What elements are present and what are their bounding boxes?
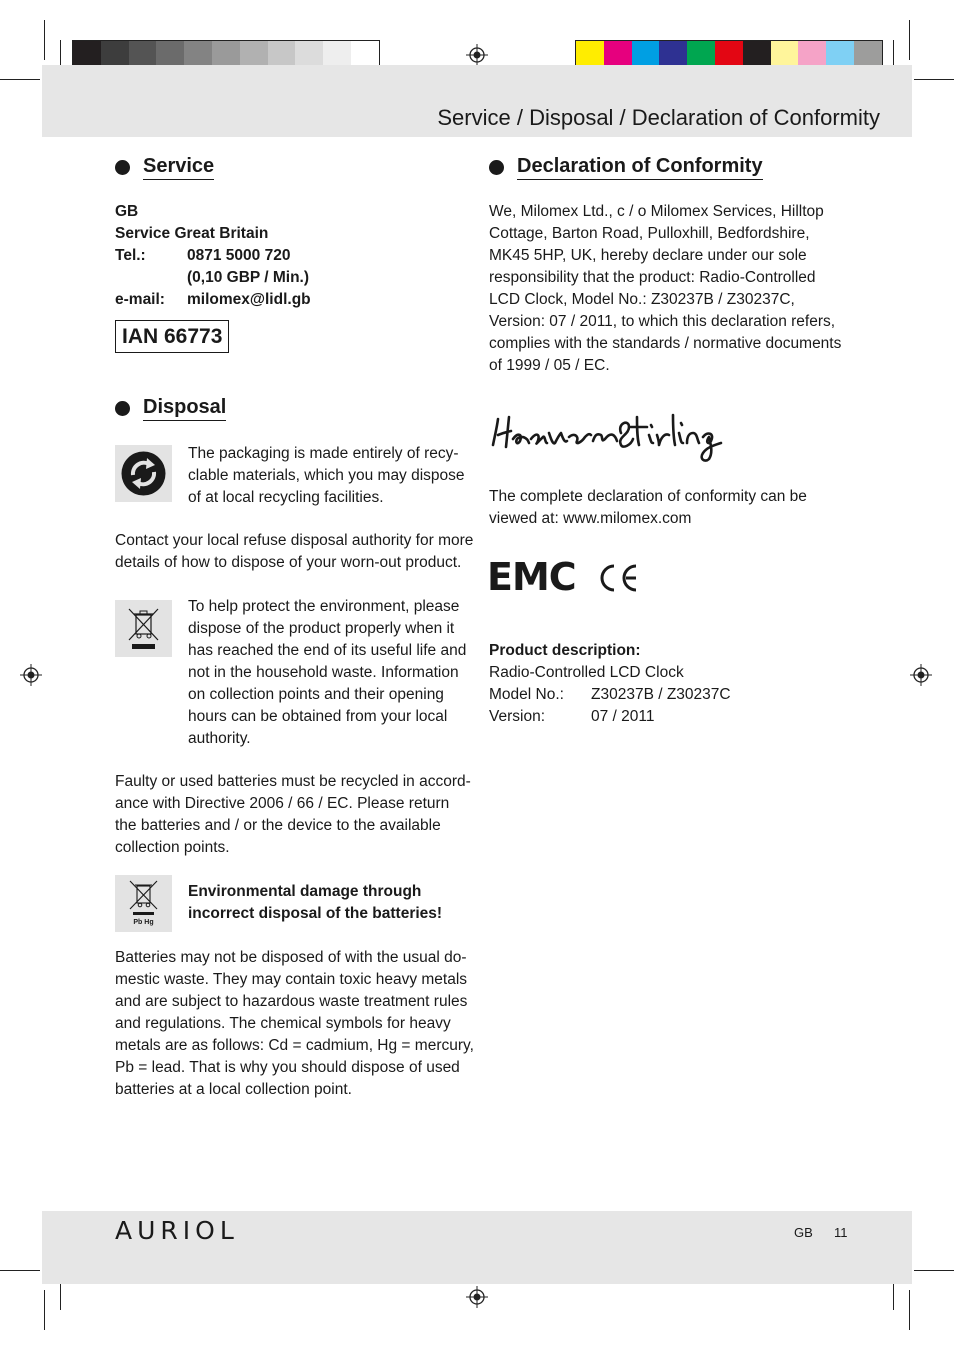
text-line: To help protect the environment, please — [188, 598, 460, 615]
text-line: Environmental damage through — [188, 883, 422, 900]
brand-logo: AURIOL — [115, 1216, 239, 1245]
version-value: 07 / 2011 — [591, 708, 655, 725]
text-line: Version: 07 / 2011, to which this declaration refers, — [489, 313, 836, 330]
product-desc-label: Product description: — [489, 642, 641, 659]
text-line: dispose of the product properly when it — [188, 620, 455, 637]
text-line: ance with Directive 2006 / 66 / EC. Please return — [115, 795, 450, 812]
text-line: viewed at: www.milomex.com — [489, 510, 692, 527]
text-line: the batteries and / or the device to the available — [115, 817, 441, 834]
text-line: The complete declaration of conformity can be — [489, 488, 807, 505]
text-line: of 1999 / 05 / EC. — [489, 357, 610, 374]
disposal-heading: Disposal — [115, 396, 226, 421]
disposal-batteries-text — [115, 771, 475, 859]
model-value: Z30237B / Z30237C — [591, 686, 731, 703]
service-heading: Service — [115, 155, 214, 180]
text-line: not in the household waste. Information — [188, 664, 459, 681]
disposal-environment-text — [188, 596, 478, 750]
text-line: clable materials, which you may dispose — [188, 467, 465, 484]
declaration-web-text — [489, 486, 849, 530]
text-line: complies with the standards / normative documents — [489, 335, 842, 352]
recycling-icon — [115, 445, 172, 502]
registration-mark-icon — [910, 664, 932, 686]
registration-mark-icon — [466, 1286, 488, 1308]
tel-number: 0871 5000 720 — [187, 247, 291, 264]
email-label: e-mail: — [115, 291, 165, 308]
text-line: incorrect disposal of the batteries! — [188, 905, 443, 922]
tel-rate: (0,10 GBP / Min.) — [187, 269, 310, 286]
product-description — [489, 640, 849, 728]
text-line: metals are as follows: Cd = cadmium, Hg = mercury, — [115, 1037, 474, 1054]
tel-label: Tel.: — [115, 247, 146, 264]
battery-warning-text — [188, 881, 478, 925]
text-line: batteries at a local collection point. — [115, 1081, 352, 1098]
bullet-icon — [115, 401, 130, 416]
text-line: and regulations. The chemical symbols for heavy — [115, 1015, 451, 1032]
disposal-packaging-text — [188, 443, 478, 509]
version-label: Version: — [489, 708, 546, 725]
declaration-text — [489, 201, 849, 377]
signature-image — [489, 405, 749, 467]
battery-icon-label: Pb Hg — [133, 919, 154, 926]
disposal-heavy-metals-text — [115, 947, 475, 1101]
footer-lang: GB — [794, 1225, 813, 1240]
bullet-icon — [489, 160, 504, 175]
battery-bin-icon — [115, 875, 172, 932]
disposal-contact-text — [115, 530, 475, 574]
text-line: LCD Clock, Model No.: Z30237B / Z30237C, — [489, 291, 795, 308]
text-line: has reached the end of its useful life and — [188, 642, 467, 659]
text-line: on collection points and their opening — [188, 686, 444, 703]
text-line: responsibility that the product: Radio-Controlled — [489, 269, 816, 286]
text-line: and are subject to hazardous waste treatment rules — [115, 993, 468, 1010]
text-line: details of how to dispose of your worn-out product. — [115, 554, 462, 571]
text-line: hours can be obtained from your local — [188, 708, 448, 725]
text-line: We, Milomex Ltd., c / o Milomex Services, Hilltop — [489, 203, 824, 220]
text-line: of at local recycling facilities. — [188, 489, 384, 506]
crossed-out-bin-icon — [115, 600, 172, 657]
text-line: Batteries may not be disposed of with the usual do- — [115, 949, 467, 966]
text-line: Pb = lead. That is why you should dispose of used — [115, 1059, 460, 1076]
declaration-heading: Declaration of Conformity — [489, 155, 763, 180]
country-code: GB — [115, 203, 139, 220]
text-line: MK45 5HP, UK, hereby declare under our sole — [489, 247, 807, 264]
ce-mark-icon — [596, 562, 640, 594]
product-name: Radio-Controlled LCD Clock — [489, 664, 684, 681]
footer-page-info — [794, 1225, 848, 1240]
model-label: Model No.: — [489, 686, 564, 703]
text-line: authority. — [188, 730, 251, 747]
page-number: 11 — [834, 1225, 848, 1240]
bullet-icon — [115, 160, 130, 175]
text-line: Cottage, Barton Road, Pulloxhill, Bedfordshire, — [489, 225, 810, 242]
registration-mark-icon — [20, 664, 42, 686]
text-line: Contact your local refuse disposal authority for more — [115, 532, 474, 549]
ian-box: IAN 66773 — [115, 320, 229, 353]
text-line: The packaging is made entirely of recy- — [188, 445, 459, 462]
emc-mark: EMC — [487, 555, 576, 599]
text-line: collection points. — [115, 839, 230, 856]
service-contact — [115, 201, 475, 311]
text-line: Faulty or used batteries must be recycled in accord- — [115, 773, 471, 790]
email-value: milomex@lidl.gb — [187, 291, 311, 308]
page-title: Service / Disposal / Declaration of Conformity — [437, 105, 880, 130]
registration-mark-icon — [466, 44, 488, 66]
country-name: Service Great Britain — [115, 225, 269, 242]
text-line: mestic waste. They may contain toxic heavy metals — [115, 971, 468, 988]
